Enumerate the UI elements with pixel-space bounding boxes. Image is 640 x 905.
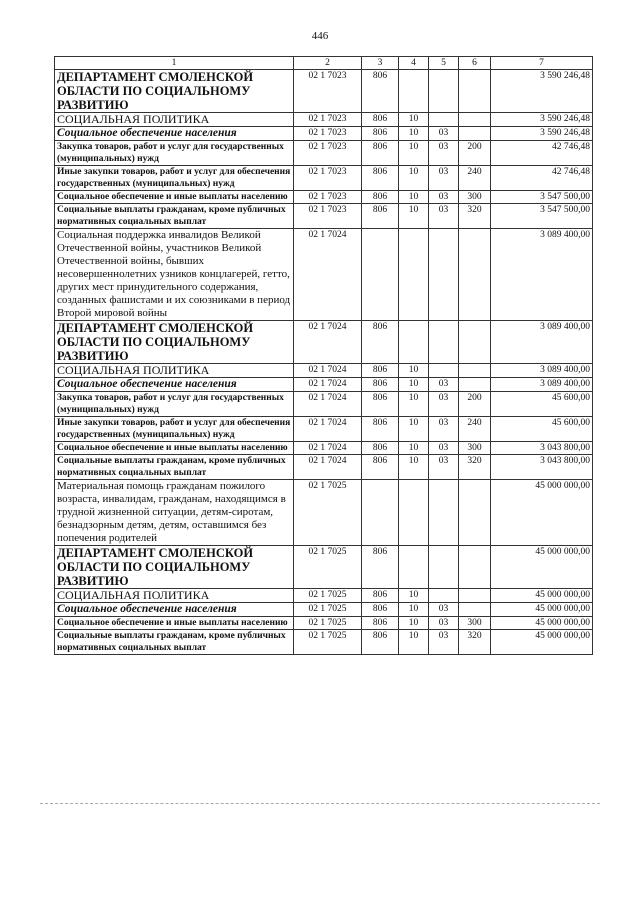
cell-subsection: 03	[429, 630, 459, 655]
cell-expense-type: 300	[459, 617, 491, 630]
cell-expense-type	[459, 321, 491, 364]
cell-expense-type	[459, 603, 491, 617]
cell-expense-type: 300	[459, 191, 491, 204]
cell-amount: 42 746,48	[491, 166, 593, 191]
cell-ministry-code: 806	[362, 113, 399, 127]
cell-amount: 45 000 000,00	[491, 617, 593, 630]
cell-section: 10	[399, 378, 429, 392]
cell-amount: 3 089 400,00	[491, 229, 593, 321]
cell-expense-type: 240	[459, 417, 491, 442]
cell-target-article: 02 1 7025	[294, 603, 362, 617]
cell-target-article: 02 1 7024	[294, 364, 362, 378]
table-row	[55, 364, 593, 378]
cell-name: Социальное обеспечение населения	[55, 127, 294, 141]
cell-name: СОЦИАЛЬНАЯ ПОЛИТИКА	[55, 113, 294, 127]
table-row	[55, 417, 593, 442]
cell-target-article: 02 1 7025	[294, 630, 362, 655]
cell-amount: 3 089 400,00	[491, 321, 593, 364]
cell-name: Социальное обеспечение населения	[55, 603, 294, 617]
table-row	[55, 127, 593, 141]
cell-name: Социальное обеспечение населения	[55, 378, 294, 392]
cell-section	[399, 70, 429, 113]
cell-section: 10	[399, 589, 429, 603]
cell-amount: 42 746,48	[491, 141, 593, 166]
table-row	[55, 141, 593, 166]
table-row	[55, 480, 593, 546]
cell-name: Социальная поддержка инвалидов Великой Отечественной войны, участников Великой Отечественной войны, бывших несовершеннолетних узников концлагерей, гетто, других мест принудительного содержания, созданных фашистами и их союзниками в период Второй мировой войны	[55, 229, 294, 321]
cell-ministry-code	[362, 480, 399, 546]
cell-ministry-code: 806	[362, 417, 399, 442]
table-row	[55, 204, 593, 229]
cell-ministry-code: 806	[362, 455, 399, 480]
cell-subsection	[429, 70, 459, 113]
table-header-row	[55, 57, 593, 70]
cell-ministry-code: 806	[362, 364, 399, 378]
cell-name: Иные закупки товаров, работ и услуг для обеспечения государственных (муниципальных) нужд	[55, 417, 294, 442]
cell-target-article: 02 1 7023	[294, 204, 362, 229]
cell-subsection: 03	[429, 417, 459, 442]
cell-expense-type: 320	[459, 630, 491, 655]
cell-section	[399, 480, 429, 546]
cell-name: Социальные выплаты гражданам, кроме публичных нормативных социальных выплат	[55, 630, 294, 655]
cell-ministry-code: 806	[362, 70, 399, 113]
cell-section: 10	[399, 191, 429, 204]
cell-ministry-code: 806	[362, 589, 399, 603]
cell-section: 10	[399, 442, 429, 455]
header-col-4: 4	[399, 57, 429, 70]
header-col-1: 1	[55, 57, 294, 70]
cell-name: Закупка товаров, работ и услуг для государственных (муниципальных) нужд	[55, 392, 294, 417]
cell-ministry-code: 806	[362, 546, 399, 589]
cell-subsection	[429, 364, 459, 378]
cell-ministry-code: 806	[362, 204, 399, 229]
cell-ministry-code: 806	[362, 166, 399, 191]
cell-name: СОЦИАЛЬНАЯ ПОЛИТИКА	[55, 364, 294, 378]
cell-expense-type: 200	[459, 141, 491, 166]
cell-section: 10	[399, 141, 429, 166]
table-row	[55, 603, 593, 617]
cell-section: 10	[399, 630, 429, 655]
cell-subsection: 03	[429, 442, 459, 455]
table-row	[55, 589, 593, 603]
cell-subsection	[429, 589, 459, 603]
cell-expense-type	[459, 70, 491, 113]
cell-expense-type	[459, 127, 491, 141]
cell-amount: 3 043 800,00	[491, 442, 593, 455]
cell-amount: 3 590 246,48	[491, 113, 593, 127]
cell-subsection: 03	[429, 127, 459, 141]
header-col-2: 2	[294, 57, 362, 70]
cell-target-article: 02 1 7025	[294, 617, 362, 630]
cell-target-article: 02 1 7023	[294, 113, 362, 127]
cell-name: СОЦИАЛЬНАЯ ПОЛИТИКА	[55, 589, 294, 603]
cell-section: 10	[399, 417, 429, 442]
cell-section: 10	[399, 166, 429, 191]
cell-target-article: 02 1 7023	[294, 70, 362, 113]
cell-name: Социальное обеспечение и иные выплаты населению	[55, 191, 294, 204]
cell-amount: 3 089 400,00	[491, 364, 593, 378]
cell-subsection	[429, 229, 459, 321]
cell-ministry-code: 806	[362, 141, 399, 166]
header-col-5: 5	[429, 57, 459, 70]
cell-ministry-code: 806	[362, 191, 399, 204]
table-body	[55, 70, 593, 655]
table-row	[55, 455, 593, 480]
cell-name: Социальное обеспечение и иные выплаты населению	[55, 442, 294, 455]
cell-ministry-code	[362, 229, 399, 321]
cell-name: ДЕПАРТАМЕНТ СМОЛЕНСКОЙ ОБЛАСТИ ПО СОЦИАЛЬНОМУ РАЗВИТИЮ	[55, 70, 294, 113]
cell-expense-type	[459, 589, 491, 603]
cell-ministry-code: 806	[362, 630, 399, 655]
cell-section: 10	[399, 364, 429, 378]
cell-target-article: 02 1 7023	[294, 191, 362, 204]
cell-name: Закупка товаров, работ и услуг для государственных (муниципальных) нужд	[55, 141, 294, 166]
cell-target-article: 02 1 7025	[294, 546, 362, 589]
page-number: 446	[311, 30, 329, 42]
cell-section: 10	[399, 113, 429, 127]
cell-expense-type	[459, 480, 491, 546]
cell-section: 10	[399, 455, 429, 480]
cell-ministry-code: 806	[362, 392, 399, 417]
cell-section: 10	[399, 204, 429, 229]
cell-section: 10	[399, 603, 429, 617]
cell-name: Социальные выплаты гражданам, кроме публичных нормативных социальных выплат	[55, 204, 294, 229]
cell-expense-type: 240	[459, 166, 491, 191]
cell-expense-type: 200	[459, 392, 491, 417]
cell-target-article: 02 1 7025	[294, 589, 362, 603]
cell-expense-type: 320	[459, 204, 491, 229]
cell-subsection: 03	[429, 191, 459, 204]
cell-amount: 45 000 000,00	[491, 546, 593, 589]
cell-expense-type	[459, 378, 491, 392]
table-row	[55, 630, 593, 655]
header-col-6: 6	[459, 57, 491, 70]
cell-expense-type	[459, 546, 491, 589]
cell-name: Социальные выплаты гражданам, кроме публичных нормативных социальных выплат	[55, 455, 294, 480]
cell-target-article: 02 1 7024	[294, 321, 362, 364]
header-col-7: 7	[491, 57, 593, 70]
cell-subsection: 03	[429, 204, 459, 229]
cell-target-article: 02 1 7025	[294, 480, 362, 546]
cell-target-article: 02 1 7023	[294, 127, 362, 141]
cell-target-article: 02 1 7024	[294, 442, 362, 455]
table-row	[55, 70, 593, 113]
cell-subsection	[429, 321, 459, 364]
cell-target-article: 02 1 7024	[294, 378, 362, 392]
cell-amount: 45 600,00	[491, 392, 593, 417]
cell-amount: 3 590 246,48	[491, 70, 593, 113]
cell-subsection	[429, 480, 459, 546]
cell-name: ДЕПАРТАМЕНТ СМОЛЕНСКОЙ ОБЛАСТИ ПО СОЦИАЛЬНОМУ РАЗВИТИЮ	[55, 546, 294, 589]
cell-ministry-code: 806	[362, 617, 399, 630]
cell-subsection: 03	[429, 166, 459, 191]
cell-amount: 3 089 400,00	[491, 378, 593, 392]
cell-subsection: 03	[429, 455, 459, 480]
table-row	[55, 229, 593, 321]
table-row	[55, 166, 593, 191]
cell-amount: 3 547 500,00	[491, 204, 593, 229]
table-row	[55, 546, 593, 589]
cell-target-article: 02 1 7023	[294, 141, 362, 166]
table-row	[55, 442, 593, 455]
cell-amount: 45 600,00	[491, 417, 593, 442]
scan-artifact-line	[40, 803, 600, 804]
table-row	[55, 191, 593, 204]
cell-ministry-code: 806	[362, 321, 399, 364]
cell-ministry-code: 806	[362, 603, 399, 617]
cell-expense-type: 320	[459, 455, 491, 480]
cell-amount: 3 590 246,48	[491, 127, 593, 141]
table-row	[55, 617, 593, 630]
cell-name: ДЕПАРТАМЕНТ СМОЛЕНСКОЙ ОБЛАСТИ ПО СОЦИАЛЬНОМУ РАЗВИТИЮ	[55, 321, 294, 364]
cell-ministry-code: 806	[362, 442, 399, 455]
cell-subsection: 03	[429, 378, 459, 392]
cell-target-article: 02 1 7024	[294, 392, 362, 417]
cell-expense-type	[459, 229, 491, 321]
cell-ministry-code: 806	[362, 127, 399, 141]
cell-subsection: 03	[429, 141, 459, 166]
cell-amount: 45 000 000,00	[491, 603, 593, 617]
cell-ministry-code: 806	[362, 378, 399, 392]
cell-amount: 3 547 500,00	[491, 191, 593, 204]
cell-expense-type: 300	[459, 442, 491, 455]
table-row	[55, 392, 593, 417]
cell-section: 10	[399, 392, 429, 417]
cell-name: Социальное обеспечение и иные выплаты населению	[55, 617, 294, 630]
cell-section	[399, 321, 429, 364]
cell-amount: 45 000 000,00	[491, 480, 593, 546]
cell-section	[399, 229, 429, 321]
cell-target-article: 02 1 7024	[294, 229, 362, 321]
cell-subsection: 03	[429, 392, 459, 417]
cell-amount: 45 000 000,00	[491, 589, 593, 603]
budget-table	[54, 56, 593, 655]
table-row	[55, 113, 593, 127]
cell-section: 10	[399, 617, 429, 630]
table-row	[55, 378, 593, 392]
cell-subsection: 03	[429, 617, 459, 630]
cell-amount: 45 000 000,00	[491, 630, 593, 655]
cell-section	[399, 546, 429, 589]
cell-amount: 3 043 800,00	[491, 455, 593, 480]
cell-target-article: 02 1 7024	[294, 455, 362, 480]
cell-expense-type	[459, 364, 491, 378]
cell-name: Материальная помощь гражданам пожилого возраста, инвалидам, гражданам, находящимся в трудной жизненной ситуации, детям-сиротам, безнадзорным детям, детям, оставшимся без попечения родителей	[55, 480, 294, 546]
cell-target-article: 02 1 7024	[294, 417, 362, 442]
cell-subsection	[429, 546, 459, 589]
cell-section: 10	[399, 127, 429, 141]
table-row	[55, 321, 593, 364]
header-col-3: 3	[362, 57, 399, 70]
cell-subsection	[429, 113, 459, 127]
cell-expense-type	[459, 113, 491, 127]
cell-subsection: 03	[429, 603, 459, 617]
cell-name: Иные закупки товаров, работ и услуг для обеспечения государственных (муниципальных) нужд	[55, 166, 294, 191]
cell-target-article: 02 1 7023	[294, 166, 362, 191]
